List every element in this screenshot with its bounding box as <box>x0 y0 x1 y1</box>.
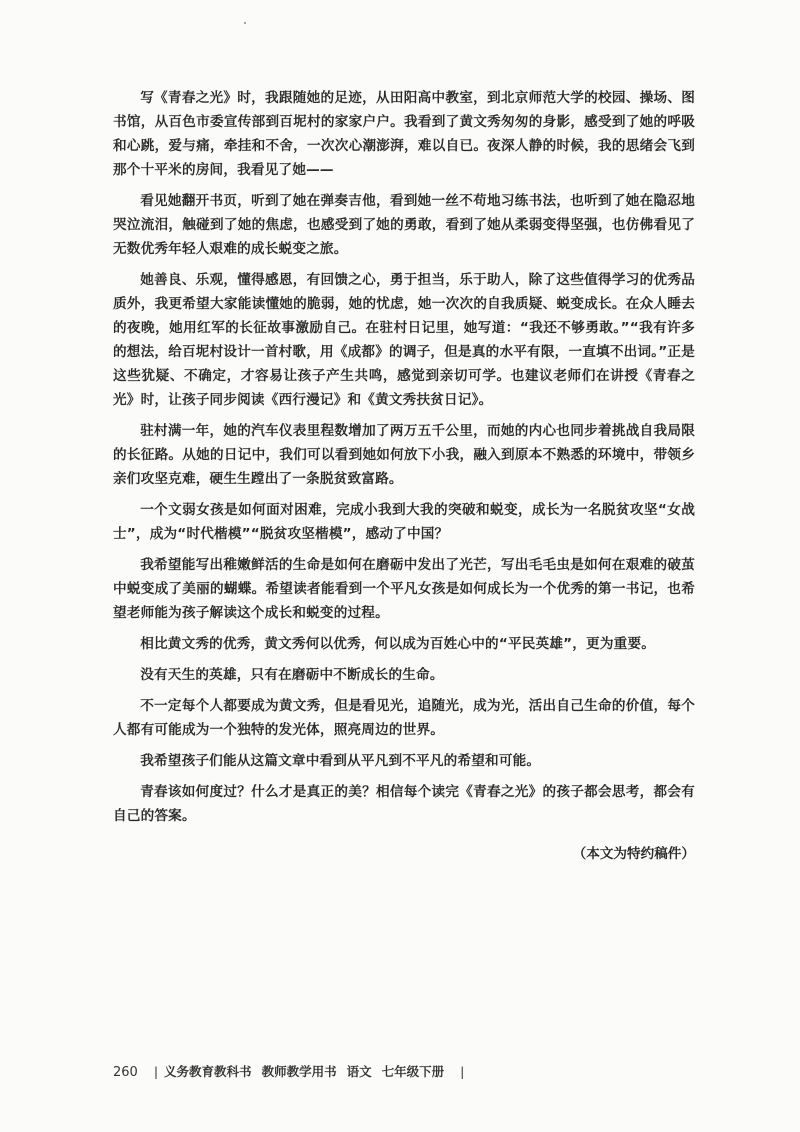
footer-book-type: 教师教学用书 <box>261 1064 337 1079</box>
paragraph-10: 我希望孩子们能从这篇文章中看到从平凡到不平凡的希望和可能。 <box>140 753 541 769</box>
paragraph-3: 她善良、乐观，懂得感恩，有回馈之心，勇于担当，乐于助人，除了这些值得学习的优秀品质外，我更希望大家能读懂她的脆弱，她的忧虑，她一次次的自我质疑、蜕变成长。在众人睡去的夜晚，她用红军的长征故事激励自己。在驻村日记里，她写道：“我还不够勇敢。”“我有许多的想法，给百坭村设计一首村歌，用《成都》的调子，但是真的水平有限，一直填不出词。”正是这些犹疑、不确定，才容易让孩子产生共鸣，感觉到亲切可学。也建议老师们在讲授《青春之光》时，让孩子同步阅读《西行漫记》和《黄文秀扶贫日记》。 <box>113 272 695 408</box>
footer-subject: 语文 <box>346 1064 372 1079</box>
paragraph-2: 看见她翻开书页，听到了她在弹奏吉他，看到她一丝不苟地习练书法，也听到了她在隐忍地哭泣流泪，触碰到了她的焦虑，也感受到了她的勇敢，看到了她从柔弱变得坚强，也仿佛看见了无数优秀年轻人艰难的成长蜕变之旅。 <box>113 193 695 257</box>
page-number: 260 <box>113 1065 138 1080</box>
paragraph-1: 写《青春之光》时，我跟随她的足迹，从田阳高中教室，到北京师范大学的校园、操场、图书馆，从百色市委宣传部到百坭村的家家户户。我看到了黄文秀匆匆的身影，感受到了她的呼吸和心跳，爱与痛，牵挂和不舍，一次次心潮澎湃，难以自已。夜深人静的时候，我的思绪会飞到那个十平米的房间，我看见了她—— <box>113 90 695 178</box>
paragraph-4: 驻村满一年，她的汽车仪表里程数增加了两万五千公里，而她的内心也同步着挑战自我局限的长征路。从她的日记中，我们可以看到她如何放下小我，融入到原本不熟悉的环境中，带领乡亲们攻坚克难，硬生生蹚出了一条脱贫致富路。 <box>113 423 695 487</box>
paragraph-8: 没有天生的英雄，只有在磨砺中不断成长的生命。 <box>140 667 444 683</box>
page-mark <box>244 22 246 24</box>
footer-grade: 七年级下册 <box>381 1064 445 1079</box>
footer-series: 义务教育教科书 <box>164 1064 252 1079</box>
footer-separator: | <box>153 1064 159 1079</box>
article-body <box>113 86 695 866</box>
footer-separator-end: | <box>460 1064 465 1079</box>
paragraph-7: 相比黄文秀的优秀，黄文秀何以优秀，何以成为百姓心中的“平民英雄”，更为重要。 <box>140 636 656 652</box>
closing-note: （本文为特约稿件） <box>572 846 695 862</box>
paragraph-5: 一个文弱女孩是如何面对困难，完成小我到大我的突破和蜕变，成长为一名脱贫攻坚“女战士”，成为“时代楷模”“脱贫攻坚楷模”，感动了中国？ <box>113 502 695 542</box>
paragraph-11: 青春该如何度过？什么才是真正的美？相信每个读完《青春之光》的孩子都会思考，都会有自己的答案。 <box>113 784 695 824</box>
paragraph-9: 不一定每个人都要成为黄文秀，但是看见光，追随光，成为光，活出自己生命的价值，每个人都有可能成为一个独特的发光体，照亮周边的世界。 <box>113 698 695 738</box>
paragraph-6: 我希望能写出稚嫩鲜活的生命是如何在磨砺中发出了光芒，写出毛毛虫是如何在艰难的破茧中蜕变成了美丽的蝴蝶。希望读者能看到一个平凡女孩是如何成长为一个优秀的第一书记，也希望老师能为孩子解读这个成长和蜕变的过程。 <box>113 557 695 621</box>
page-footer <box>113 1062 470 1080</box>
